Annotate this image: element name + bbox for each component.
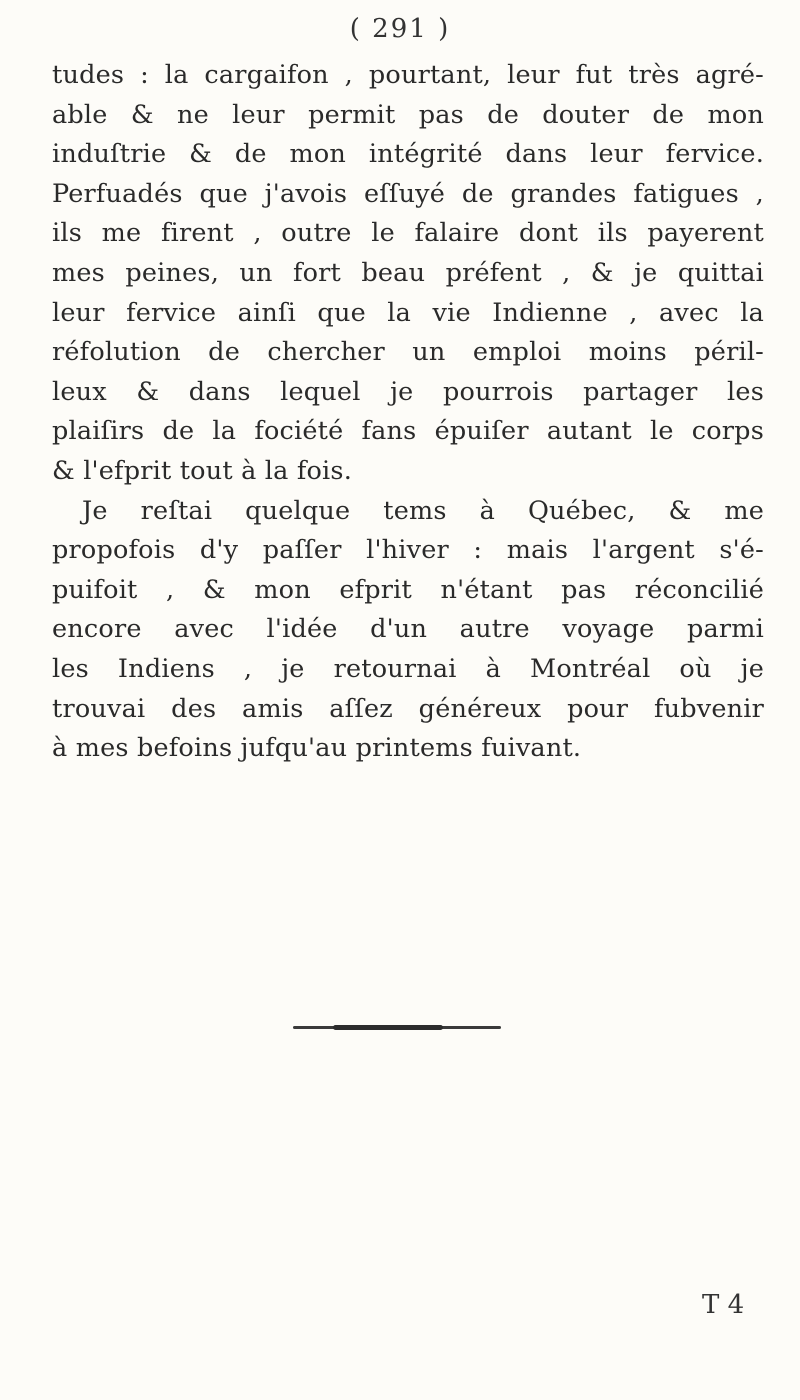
page-number: ( 291 ) bbox=[349, 14, 451, 44]
text-line: leux & dans lequel je pourrois partager les bbox=[52, 376, 764, 407]
text-line: Je reſtai quelque tems à Québec, & me bbox=[82, 495, 764, 526]
text-line: tudes : la cargaifon , pourtant, leur fut très agré- bbox=[52, 60, 764, 90]
text-line: propofois d'y paſſer l'hiver : mais l'argent s'é- bbox=[52, 535, 764, 566]
text-line: à mes befoins jufqu'au printems fuivant. bbox=[52, 733, 582, 764]
signature-mark: T 4 bbox=[702, 1290, 745, 1320]
text-line: encore avec l'idée d'un autre voyage parmi bbox=[52, 614, 764, 645]
text-line: les Indiens , je retournai à Montréal où je bbox=[52, 653, 764, 684]
text-line: plaiſirs de la fociété fans épuiſer autant le corps bbox=[52, 416, 764, 447]
text-line: trouvai des amis aſſez généreux pour fubvenir bbox=[52, 693, 764, 724]
text-line: mes peines, un fort beau préfent , & je quittai bbox=[52, 257, 764, 288]
section-divider-rule bbox=[293, 1026, 501, 1029]
text-line: able & ne leur permit pas de douter de mon bbox=[52, 99, 764, 130]
text-line: puifoit , & mon efprit n'étant pas réconcilié bbox=[52, 574, 764, 605]
text-line: leur fervice ainſi que la vie Indienne , avec la bbox=[52, 297, 764, 328]
text-line: induſtrie & de mon intégrité dans leur fervice. bbox=[52, 139, 764, 170]
text-line: réfolution de chercher un emploi moins péril- bbox=[52, 337, 764, 368]
text-line: Perfuadés que j'avois eſſuyé de grandes fatigues , bbox=[52, 178, 764, 209]
body-text bbox=[52, 56, 764, 769]
text-line: & l'efprit tout à la fois. bbox=[52, 455, 353, 486]
text-line: ils me firent , outre le falaire dont ils payerent bbox=[52, 218, 764, 249]
